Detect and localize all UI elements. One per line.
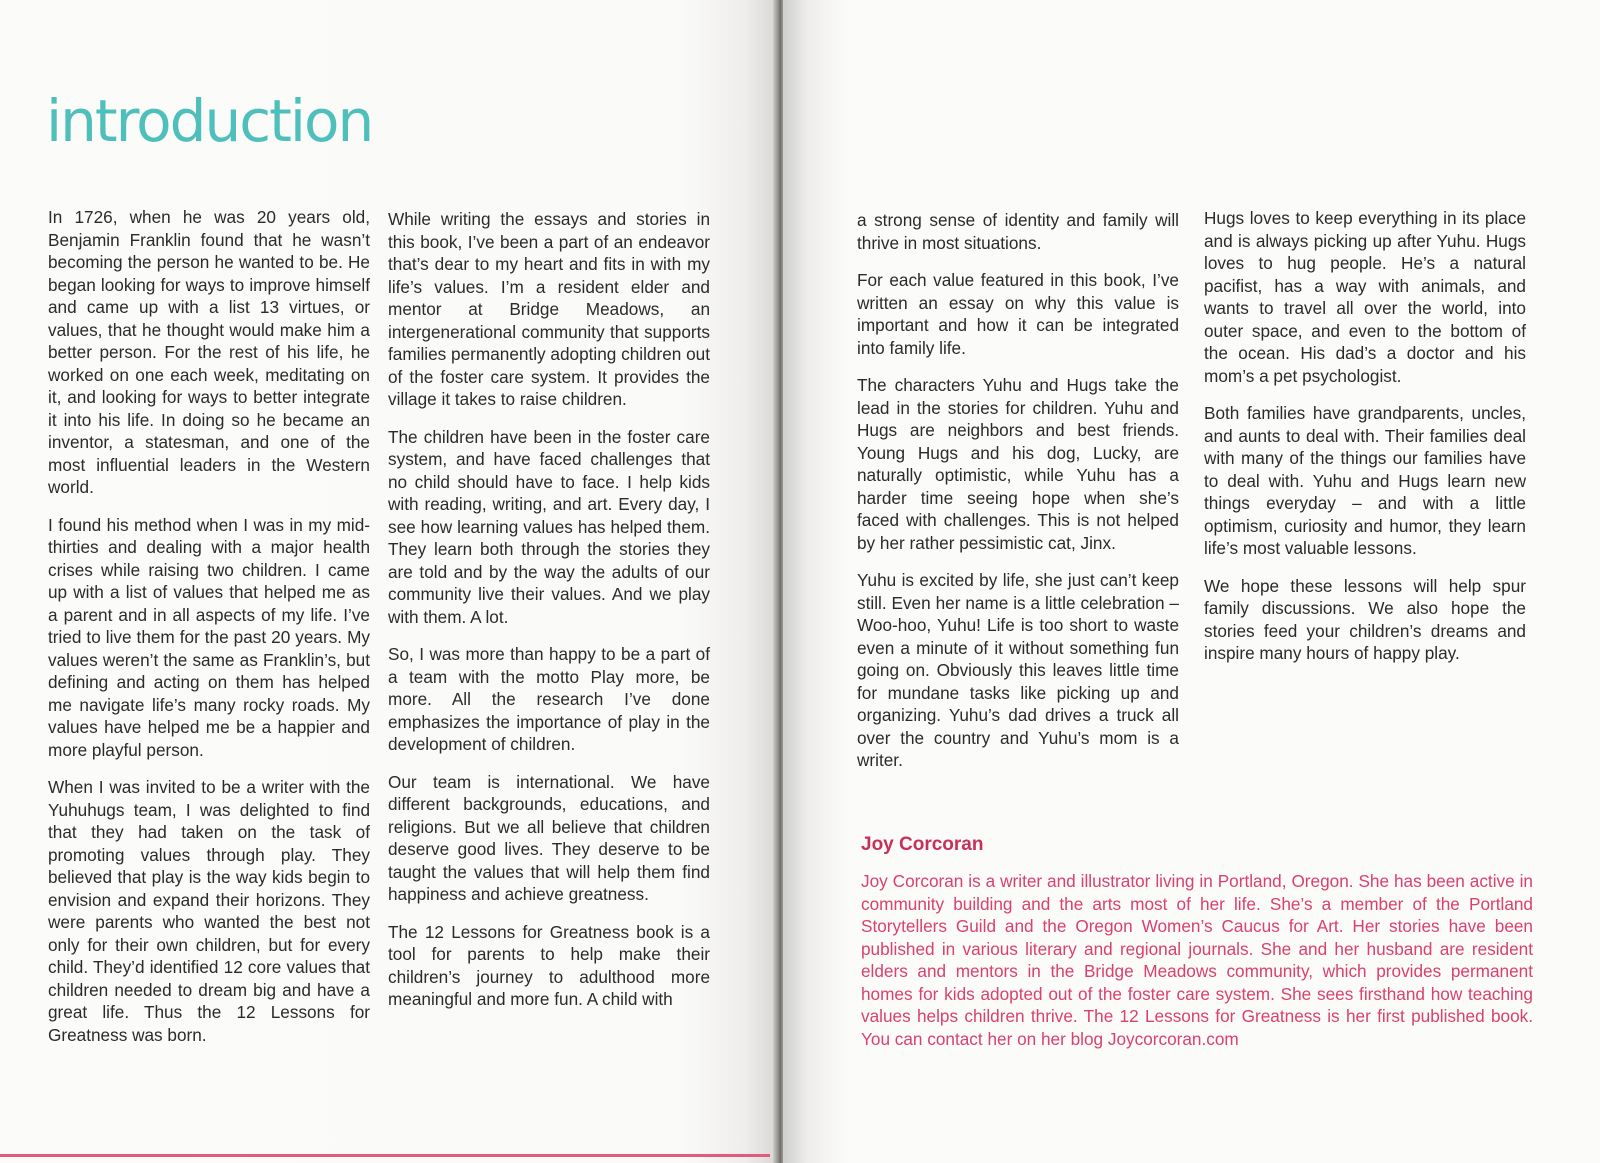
- author-bio-block: [861, 834, 1533, 1050]
- paragraph: While writing the essays and stories in this book, I’ve been a part of an endeavor that’s dear to my heart and fits in with my life’s values. I’m a resident elder and mentor at Bridge Meadows, an intergenerational community that supports families permanently adopting children out of the foster care system. It provides the village it takes to raise children.: [388, 209, 710, 409]
- paragraph: When I was invited to be a writer with the Yuhuhugs team, I was delighted to find that they had taken on the task of promoting values through play. They believed that play is the way kids begin to envision and expand their horizons. They were parents who wanted the best not only for their own children, but for every child. They’d identified 12 core values that children needed to dream big and have a great life. Thus the 12 Lessons for Greatness was born.: [48, 777, 370, 1045]
- paragraph: Hugs loves to keep everything in its place and is always picking up after Yuhu. Hugs loves to hug people. He’s a natural pacifist, has a way with animals, and wants to travel all over the world, into outer space, and even to the bottom of the ocean. His dad’s a doctor and his mom’s a pet psychologist.: [1204, 208, 1526, 386]
- paragraph: Both families have grandparents, uncles, and aunts to deal with. Their families deal with many of the things our families have to deal with. Yuhu and Hugs learn new things everyday – and with a little optimism, curiosity and humor, they learn life’s most valuable lessons.: [1204, 403, 1526, 558]
- paragraph: I found his method when I was in my mid-thirties and dealing with a major health crises while raising two children. I came up with a list of values that helped me as a parent and in all aspects of my life. I’ve tried to live them for the past 20 years. My values weren’t the same as Franklin’s, but defining and acting on them has helped me navigate life’s many rocky roads. My values have helped me be a happier and more playful person.: [48, 514, 370, 760]
- paragraph: We hope these lessons will help spur family discussions. We also hope the stories feed your children’s dreams and inspire many hours of happy play.: [1204, 575, 1526, 663]
- column-2: [388, 208, 710, 1026]
- paragraph: The children have been in the foster care system, and have faced challenges that no child should have to face. I help kids with reading, writing, and art. Every day, I see how learning values has helped them. They learn both through the stories they are told and by the way the adults of our community live their values. And we play with them. A lot.: [388, 426, 710, 627]
- paragraph: In 1726, when he was 20 years old, Benjamin Franklin found that he wasn’t becoming the person he wanted to be. He began looking for ways to improve himself and came up with a list 13 virtues, or values, that he thought would make him a better person. For the rest of his life, he worked on one each week, meditating on it, and looking for ways to better integrate it into his life. In doing so he became an inventor, a statesman, and one of the most influential leaders in the Western world.: [48, 207, 370, 497]
- column-4: [1204, 207, 1526, 680]
- author-bio: Joy Corcoran is a writer and illustrator living in Portland, Oregon. She has been active in community building and the arts most of her life. She’s a member of the Portland Storytellers Guild and the Oregon Women’s Caucus for Art. Her stories have been published in various literary and regional journals. She and her husband are resident elders and mentors in the Bridge Meadows community, which provides permanent homes for kids adopted out of the foster care system. She sees firsthand how teaching values helps children thrive. The 12 Lessons for Greatness is her first published book. You can contact her on her blog Joycorcoran.com: [861, 871, 1533, 1049]
- paragraph: a strong sense of identity and family will thrive in most situations.: [857, 210, 1179, 253]
- paragraph: Yuhu is excited by life, she just can’t keep still. Even her name is a little celebration – Woo-hoo, Yuhu! Life is too short to waste even a minute of it without something fun going on. Obviously this leaves little time for mundane tasks like picking up and organizing. Yuhu’s dad drives a truck all over the country and Yuhu’s mom is a writer.: [857, 570, 1179, 770]
- paragraph: Our team is international. We have different backgrounds, educations, and religions. But we all believe that children deserve good lives. They deserve to be taught the values that will help them find happiness and achieve greatness.: [388, 771, 710, 904]
- author-name: Joy Corcoran: [861, 834, 984, 855]
- paragraph: The characters Yuhu and Hugs take the lead in the stories for children. Yuhu and Hugs are neighbors and best friends. Young Hugs and his dog, Lucky, are naturally optimistic, while Yuhu has a harder time seeing hope when she’s faced with challenges. This is not helped by her rather pessimistic cat, Jinx.: [857, 375, 1179, 553]
- bottom-accent-rule: [0, 1154, 770, 1157]
- paragraph: For each value featured in this book, I’ve written an essay on why this value is important and how it can be integrated into family life.: [857, 270, 1179, 358]
- column-1: [48, 206, 370, 1061]
- paragraph: The 12 Lessons for Greatness book is a tool for parents to help make their children’s journey to adulthood more meaningful and more fun. A child with: [388, 921, 710, 1009]
- left-page: [0, 0, 775, 1163]
- page-title: introduction: [46, 87, 373, 155]
- column-3: [857, 209, 1179, 787]
- paragraph: So, I was more than happy to be a part of a team with the motto Play more, be more. All the research I’ve done emphasizes the importance of play in the development of children.: [388, 644, 710, 754]
